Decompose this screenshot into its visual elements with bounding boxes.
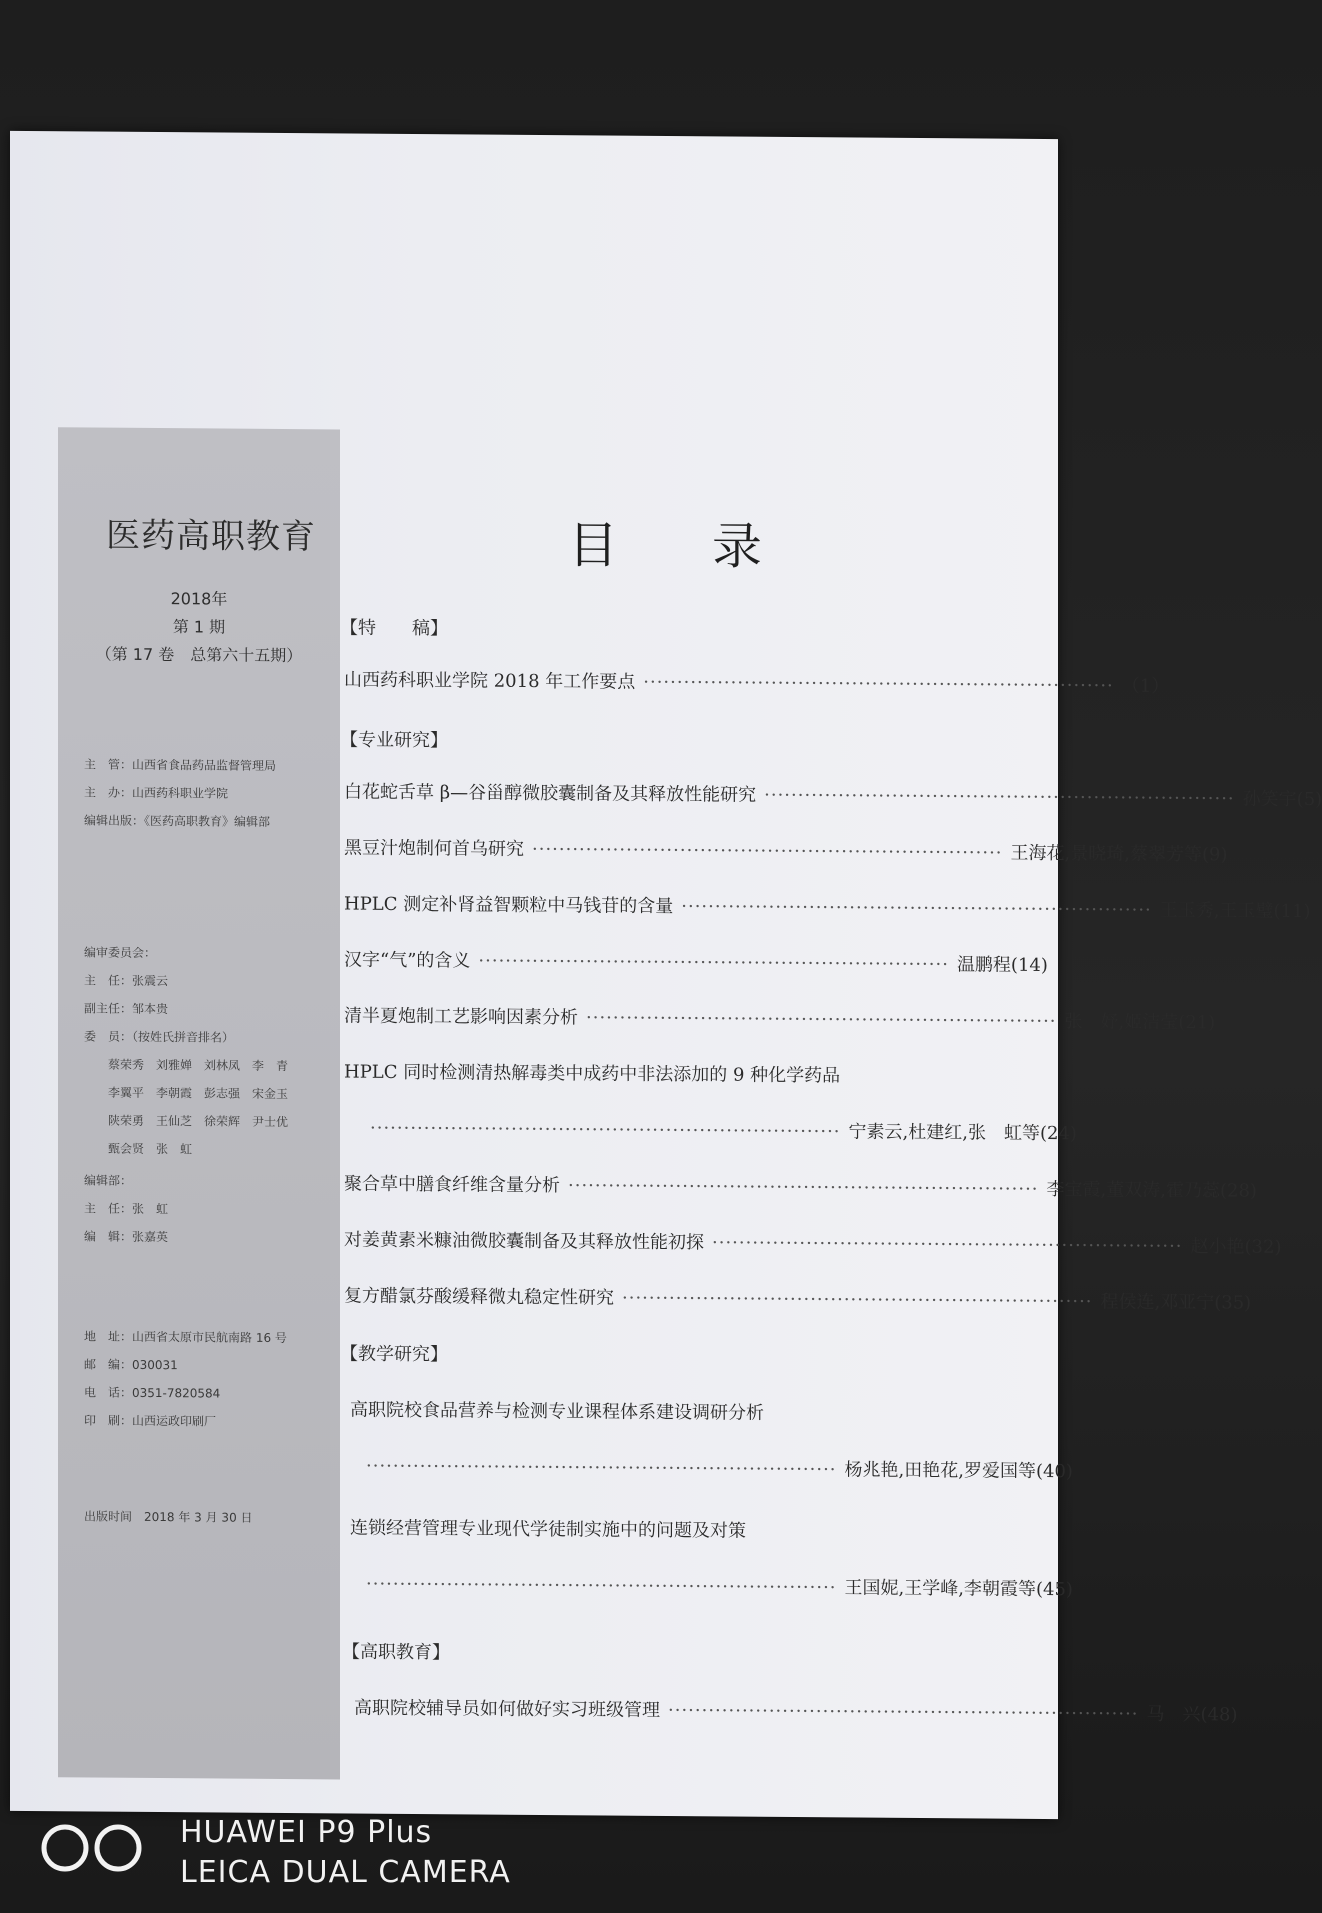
toc-title — [568, 505, 764, 579]
entry-author-page: 王海花,景晓琦,蔡翠芳等(9) — [1010, 842, 1228, 866]
toc-title-char: 目 — [568, 516, 620, 575]
committee-members: 李翼平 李朝霞 彭志强 宋金玉 — [108, 1085, 289, 1102]
leader-dots: ······································································ — [643, 671, 1114, 697]
toc-entry — [344, 834, 1228, 866]
contact-line: 邮 编：030031 — [84, 1357, 178, 1373]
committee-line: 主 任：张震云 — [84, 973, 169, 989]
journal-info-sidebar — [58, 427, 340, 1779]
committee-members: 陕荣勇 王仙芝 徐荣辉 尹士优 — [108, 1113, 289, 1130]
entry-title: 白花蛇舌草 β—谷甾醇微胶囊制备及其释放性能研究 — [344, 781, 757, 806]
entry-title: 聚合草中膳食纤维含量分析 — [344, 1173, 560, 1197]
entry-title: 高职院校辅导员如何做好实习班级管理 — [354, 1697, 660, 1721]
sponsor-line: 主 办：山西药科职业学院 — [84, 785, 229, 801]
leader-dots: ······································································ — [668, 1700, 1139, 1725]
entry-title: 高职院校食品营养与检测专业课程体系建设调研分析 — [350, 1399, 764, 1424]
section-heading: 【特 稿】 — [340, 617, 448, 640]
editorial-line: 主 任：张 虹 — [84, 1201, 169, 1217]
toc-entry-continuation — [366, 1452, 1073, 1483]
contact-line: 电 话：0351-7820584 — [84, 1385, 221, 1401]
entry-title: HPLC 测定补肾益智颗粒中马钱苷的含量 — [344, 893, 674, 918]
entry-author-page: 赵小艳(32) — [1190, 1236, 1282, 1258]
editorial-line: 编辑部： — [84, 1173, 133, 1188]
toc-title-char: 录 — [712, 517, 764, 576]
publication-date: 出版时间 2018 年 3 月 30 日 — [84, 1509, 253, 1525]
toc-entry — [354, 1694, 1238, 1726]
toc-entry-continuation — [366, 1570, 1073, 1601]
entry-title: 黑豆汁炮制何首乌研究 — [344, 837, 524, 860]
leader-dots: ······································································ — [622, 1287, 1093, 1313]
entry-author-page: 王玉秀,王玉璧(11) — [1159, 899, 1311, 923]
leader-dots: ······································································ — [568, 1175, 1039, 1200]
toc-entry-title-line — [344, 1058, 974, 1089]
entry-title: 汉字“气”的含义 — [344, 949, 471, 972]
entry-title: 连锁经营管理专业现代学徒制实施中的问题及对策 — [350, 1517, 746, 1542]
committee-line: 副主任：邹本贵 — [84, 1001, 169, 1017]
toc-entry — [344, 1002, 1216, 1034]
issue-year: 2018年 — [170, 589, 228, 609]
editorial-line: 编 辑：张嘉英 — [84, 1229, 169, 1245]
journal-name: 医药高职教育 — [106, 515, 316, 558]
journal-page — [10, 131, 1322, 1819]
leader-dots: ······································································ — [586, 1007, 1057, 1033]
leader-dots: ······································································ — [366, 1455, 837, 1481]
leader-dots: ······································································ — [370, 1117, 841, 1143]
committee-line: 编审委员会： — [84, 945, 157, 961]
committee-line: 委 员：（按姓氏拼音排名） — [84, 1029, 235, 1045]
sponsor-line: 编辑出版：《医药高职教育》编辑部 — [84, 813, 271, 829]
section-heading: 【教学研究】 — [340, 1343, 448, 1366]
entry-author-page: 王国妮,王学峰,李朝霞等(45) — [844, 1577, 1073, 1601]
leader-dots: ······································································ — [712, 1232, 1183, 1258]
sponsor-line: 主 管：山西省食品药品监督管理局 — [84, 757, 277, 773]
entry-author-page: 杨兆艳,田艳花,罗爱国等(40) — [844, 1459, 1073, 1483]
leader-dots: ······································································ — [478, 950, 949, 976]
issue-volume: （第 17 卷 总第六十五期） — [95, 644, 303, 666]
toc-entry — [344, 1282, 1252, 1314]
contact-line: 地 址：山西省太原市民航南路 16 号 — [84, 1329, 287, 1346]
toc-entry — [344, 1170, 1257, 1202]
camera-brand: LEICA DUAL CAMERA — [180, 1855, 511, 1890]
toc-entry-title-line — [350, 1514, 974, 1545]
toc-entry — [344, 890, 1311, 923]
entry-title: 对姜黄素米糠油微胶囊制备及其释放性能初探 — [344, 1229, 704, 1254]
entry-title: HPLC 同时检测清热解毒类中成药中非法添加的 9 种化学药品 — [344, 1061, 841, 1087]
leader-dots: ······································································ — [366, 1573, 837, 1599]
entry-title: 复方醋氯芬酸缓释微丸稳定性研究 — [344, 1285, 614, 1309]
entry-title: 清半夏炮制工艺影响因素分析 — [344, 1005, 578, 1029]
entry-author-page: 程侯连,邓亚宁(35) — [1100, 1291, 1252, 1314]
entry-author-page: 宁素云,杜建红,张 虹等(24) — [848, 1121, 1077, 1145]
entry-title: 山西药科职业学院 2018 年工作要点 — [344, 669, 636, 693]
toc-entry — [344, 778, 1322, 811]
leader-dots: ······································································ — [764, 784, 1235, 810]
entry-author-page: 李宝霞,董双涛,霍乃蕊(28) — [1046, 1179, 1257, 1202]
camera-model: HUAWEI P9 Plus — [180, 1815, 433, 1850]
entry-author-page: 温鹏程(14) — [956, 954, 1048, 977]
entry-author-page: 孙笑宇(5) — [1242, 788, 1322, 811]
section-heading: 【专业研究】 — [340, 729, 448, 752]
contact-line: 印 刷：山西运政印刷厂 — [84, 1413, 217, 1429]
committee-members: 蔡荣秀 刘雅婵 刘林凤 李 青 — [108, 1057, 289, 1074]
issue-number: 第 1 期 — [172, 617, 226, 637]
section-heading: 【高职教育】 — [342, 1641, 450, 1664]
toc-entry — [344, 1226, 1282, 1258]
leader-dots: ······································································ — [681, 896, 1152, 921]
toc-entry-title-line — [350, 1396, 974, 1427]
leader-dots: ······································································ — [532, 838, 1003, 864]
entry-author-page: （1） — [1121, 675, 1170, 697]
committee-members: 甄会贤 张 虹 — [108, 1141, 193, 1157]
toc-entry-continuation — [370, 1114, 1077, 1145]
dual-lens-icon — [40, 1823, 170, 1873]
toc-entry — [344, 666, 1170, 697]
entry-author-page: 张 妤,姬洁莹(21) — [1064, 1011, 1216, 1034]
toc-entry — [344, 946, 1048, 977]
entry-author-page: 马 兴(48) — [1146, 1703, 1238, 1726]
